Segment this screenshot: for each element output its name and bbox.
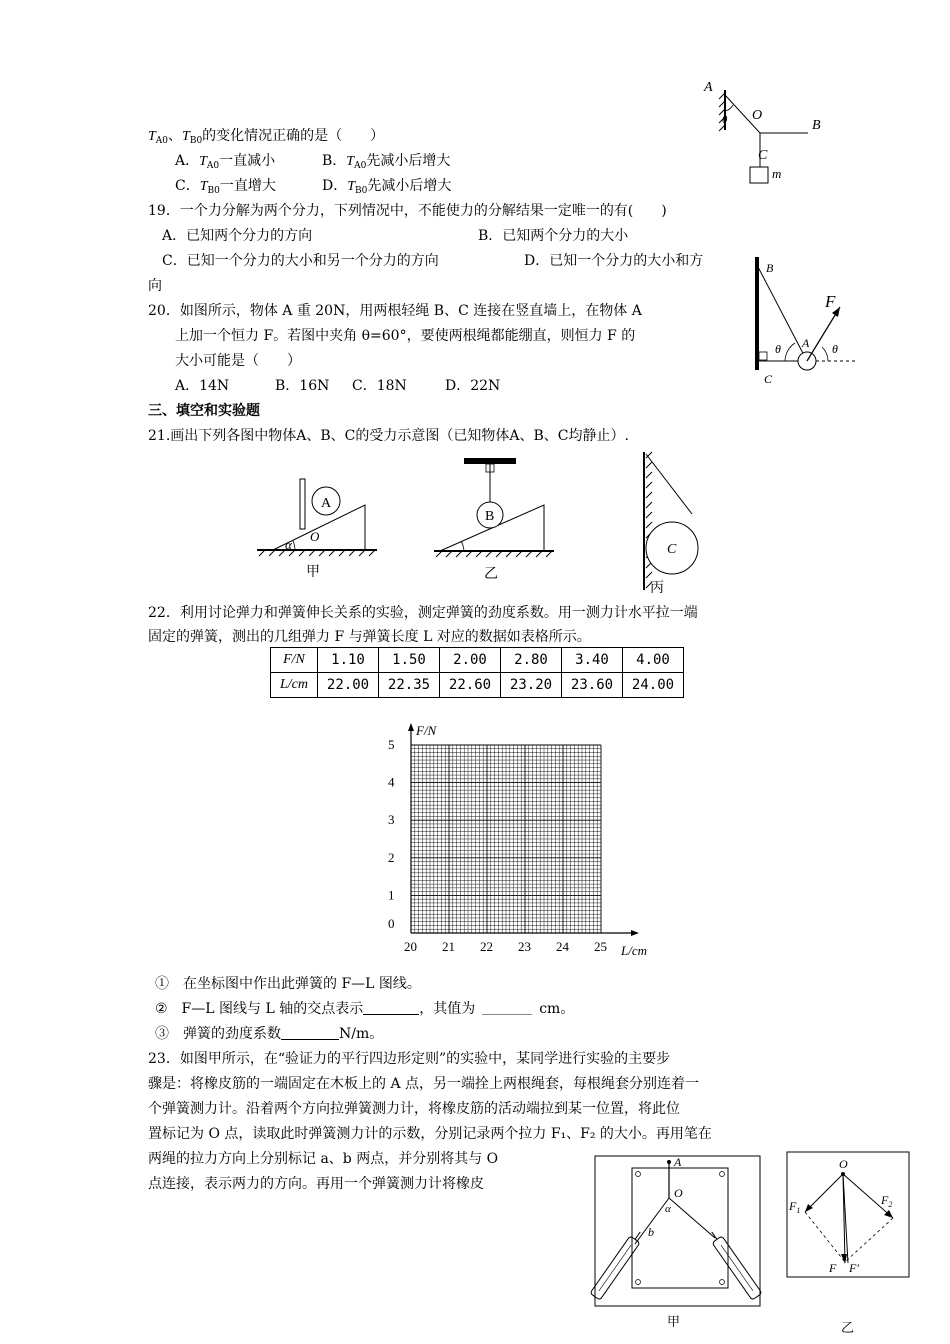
x-tick-label: 25: [594, 939, 607, 954]
q19-stem: 19．一个力分解为两个分力，下列情况中，不能使力的分解结果一定唯一的有( ): [148, 203, 667, 219]
q22-sub1: ① 在坐标图中作出此弹簧的 F—L 图线。: [155, 976, 421, 992]
q23-label-alpha: α: [665, 1203, 671, 1215]
q19-option-b: B．已知两个分力的大小: [478, 228, 629, 244]
table-cell: 23.20: [501, 673, 562, 698]
q21-caption-jia: 甲: [306, 565, 320, 580]
q20-label-theta-right: θ: [832, 342, 838, 356]
q23-label-b: b: [648, 1225, 654, 1239]
q21-ball-a: A: [321, 496, 332, 511]
q21-figure-jia: [255, 475, 385, 585]
q21-figure-bing: [630, 450, 720, 600]
q19-option-d-wrap: 向: [148, 278, 162, 294]
q20-option-b: B．16N: [275, 378, 330, 394]
q23-yi-label-f2: $F_2$: [881, 1193, 893, 1209]
answer-blank-value[interactable]: [482, 1000, 532, 1015]
q21-stem: 21.画出下列各图中物体A、B、C的受力示意图（已知物体A、B、C均静止）.: [148, 428, 629, 444]
y-tick-label: 2: [388, 849, 395, 865]
q23-line6: 点连接，表示两力的方向。再用一个弹簧测力计将橡皮: [148, 1176, 484, 1192]
q18-label-theta: θ: [722, 114, 728, 126]
q19-option-c: C．已知一个分力的大小和另一个分力的方向: [162, 253, 439, 269]
q21-label-o: O: [310, 529, 320, 544]
q19-option-a: A．已知两个分力的方向: [162, 228, 313, 244]
q22-data-table: [270, 647, 684, 698]
q18-label-c: C: [758, 148, 768, 163]
chart-grid: [411, 745, 601, 933]
chart-axes: [408, 723, 639, 936]
q18-label-a: A: [704, 80, 713, 95]
table-cell: 1.50: [379, 648, 440, 673]
spring-scale-right: [707, 1229, 762, 1301]
q23-line1: 23．如图甲所示，在“验证力的平行四边形定则”的实验中，某同学进行实验的主要步: [148, 1051, 671, 1067]
x-tick-label: 22: [480, 939, 493, 954]
table-cell: 22.35: [379, 673, 440, 698]
q20-option-d: D．22N: [445, 378, 501, 394]
q18-label-b: B: [812, 118, 821, 133]
q20-option-a: A．14N: [175, 378, 230, 394]
x-tick-label: 20: [404, 939, 417, 954]
q21-caption-yi: 乙: [484, 567, 498, 582]
y-tick-label: 4: [388, 774, 395, 790]
q20-label-b: B: [766, 261, 774, 275]
q19-option-d: D．已知一个分力的大小和方: [524, 253, 704, 269]
q23-line3: 个弹簧测力计。沿着两个方向拉弹簧测力计，将橡皮筋的活动端拉到某一位置，将此位: [148, 1101, 680, 1117]
section-heading: 三、填空和实验题: [148, 403, 260, 419]
answer-blank-stiffness[interactable]: [281, 1025, 339, 1040]
q21-ball-b: B: [485, 509, 495, 524]
q23-figure-yi: [785, 1150, 915, 1340]
q18-label-o: O: [752, 108, 763, 123]
q22-sub2: ② F—L 图线与 L 轴的交点表示 ，其值为 cm。: [155, 1001, 575, 1017]
q23-yi-label-fprime: F′: [849, 1261, 859, 1275]
table-cell: 3.40: [562, 648, 623, 673]
q23-label-a: A: [674, 1155, 682, 1169]
y-axis-arrow: [408, 723, 414, 731]
x-tick-label: 23: [518, 939, 531, 954]
x-tick-label: 24: [556, 939, 569, 954]
q23-yi-label-f1: $F_1$: [789, 1199, 801, 1215]
table-cell: 1.10: [318, 648, 379, 673]
answer-blank-intercept[interactable]: [363, 1000, 419, 1015]
q20-option-c: C．18N: [352, 378, 407, 394]
q23-caption-yi: 乙: [841, 1320, 855, 1335]
y-tick-label: 5: [388, 737, 395, 752]
x-axis-label: L/cm: [621, 943, 647, 958]
q23-label-o: O: [674, 1186, 683, 1200]
x-tick-label: 21: [442, 939, 455, 954]
q18-stem: $T_{A0}$、$T_{B0}$的变化情况正确的是（ ）: [148, 128, 385, 146]
q18-option-b: B．$T_{A0}$先减小后增大: [322, 153, 451, 171]
q18-option-a: A．$T_{A0}$一直减小: [175, 153, 276, 171]
table-cell: 2.80: [501, 648, 562, 673]
q21-caption-bing: 丙: [650, 581, 664, 596]
q20-line2: 上加一个恒力 F。若图中夹角 θ=60°，要使两根绳都能绷直，则恒力 F 的: [175, 328, 636, 344]
table-row-head: F/N: [271, 648, 318, 673]
table-cell: 2.00: [440, 648, 501, 673]
q21-ball-c: C: [667, 542, 677, 557]
q20-label-c: C: [764, 372, 773, 386]
q20-line1: 20．如图所示，物体 A 重 20N，用两根轻绳 B、C 连接在竖直墙上，在物体 A: [148, 303, 642, 319]
spring-scale-left: [590, 1229, 645, 1301]
table-row: [271, 648, 684, 673]
q23-figure-jia: [585, 1148, 770, 1338]
q20-figure: [740, 255, 870, 390]
q23-yi-label-f: F: [829, 1261, 837, 1275]
q21-label-alpha: α: [285, 537, 292, 552]
q18-option-c: C．$T_{B0}$一直增大: [175, 178, 276, 196]
table-cell: 23.60: [562, 673, 623, 698]
table-cell: 24.00: [623, 673, 684, 698]
q22-line1: 22．利用讨论弹力和弹簧伸长关系的实验，测定弹簧的劲度系数。用一测力计水平拉一端: [148, 605, 698, 621]
q23-line2: 骤是：将橡皮筋的一端固定在木板上的 A 点，另一端拴上两根绳套，每根绳套分别连着一: [148, 1076, 700, 1092]
q20-label-a: A: [802, 336, 810, 350]
table-cell: 4.00: [623, 648, 684, 673]
q18-figure: [700, 75, 840, 190]
q23-line4: 置标记为 O 点，读取此时弹簧测力计的示数，分别记录两个拉力 F₁、F₂ 的大小。再用笔在: [148, 1126, 712, 1142]
table-row-head: L/cm: [271, 673, 318, 698]
q23-caption-jia: 甲: [667, 1314, 681, 1329]
q22-grid-chart[interactable]: [370, 710, 670, 970]
table-cell: 22.60: [440, 673, 501, 698]
x-axis-arrow: [631, 930, 639, 936]
q21-figure-yi: [430, 455, 560, 585]
y-tick-label: 3: [388, 812, 395, 828]
q22-line2: 固定的弹簧，测出的几组弹力 F 与弹簧长度 L 对应的数据如表格所示。: [148, 629, 591, 645]
table-row: [271, 673, 684, 698]
q20-label-theta-left: θ: [775, 342, 781, 356]
y-tick-label: 0: [388, 916, 395, 931]
q18-option-d: D．$T_{B0}$先减小后增大: [322, 178, 452, 196]
q23-line5: 两绳的拉力方向上分别标记 a、b 两点，并分别将其与 O: [148, 1151, 499, 1167]
q20-label-f: F: [825, 292, 836, 311]
q23-yi-label-o: O: [839, 1157, 848, 1171]
q20-line3: 大小可能是（ ）: [175, 353, 301, 369]
y-axis-label: F/N: [416, 723, 437, 738]
q18-label-m: m: [772, 166, 782, 181]
q22-sub3: ③ 弹簧的劲度系数 N/m。: [155, 1026, 384, 1042]
table-cell: 22.00: [318, 673, 379, 698]
y-tick-label: 1: [388, 887, 395, 903]
